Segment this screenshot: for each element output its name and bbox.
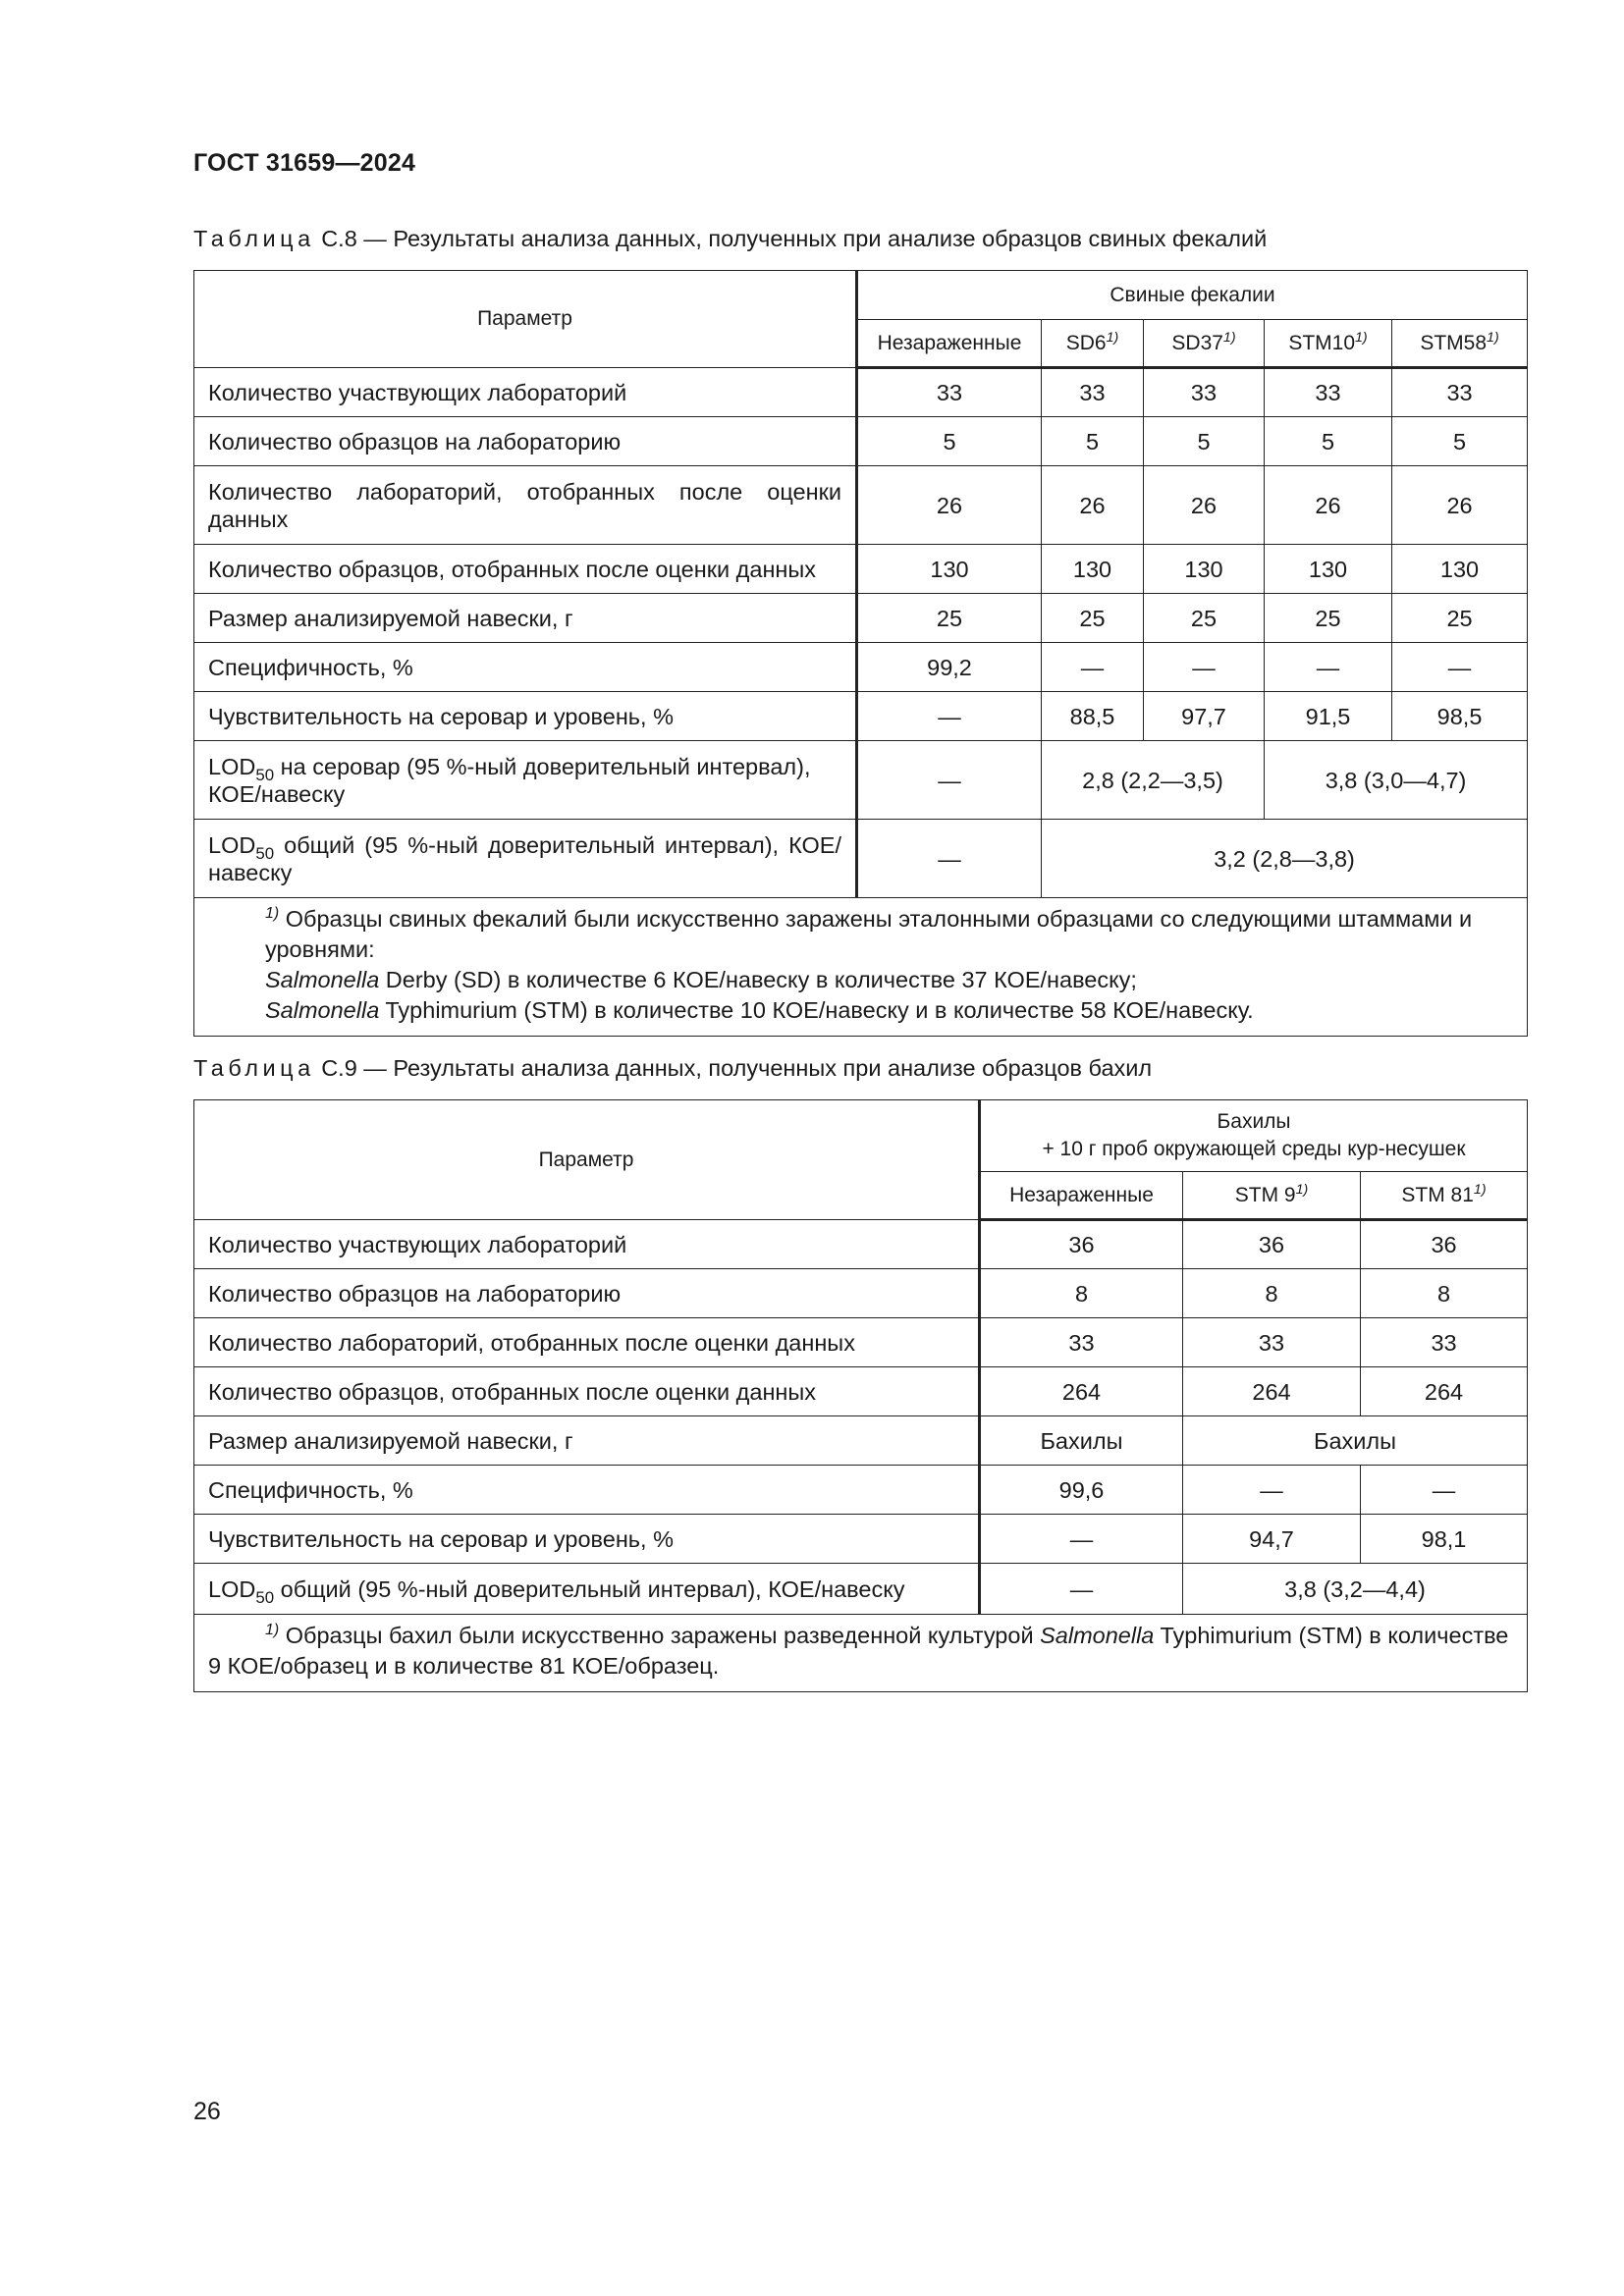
cell: 36 [1361,1220,1528,1269]
column-header: STM 81$^{1)}$ [1361,1172,1528,1220]
column-header: SD6$^{1)}$ [1042,320,1144,368]
row-param: Размер анализируемой навески, г [194,594,857,643]
table-row [194,692,1528,741]
row-param: Специфичность, % [194,643,857,692]
cell: 36 [1183,1220,1361,1269]
cell: 26 [1042,466,1144,545]
cell: — [980,1564,1183,1615]
cell-merged: Бахилы [1183,1416,1528,1466]
cell: 91,5 [1265,692,1392,741]
cell: 26 [1392,466,1528,545]
cell: 5 [857,417,1042,466]
cell: 97,7 [1144,692,1265,741]
column-header: STM10$^{1)}$ [1265,320,1392,368]
footnote-line: Salmonella Typhimurium (STM) в количестве 10 КОЕ/навеску и в количестве 58 КОЕ/навеску. [265,997,1254,1023]
cell: — [857,692,1042,741]
cell: 130 [1265,545,1392,594]
footnote-line: $^{1)}$ Образцы бахил были искусственно заражены разведенной культурой Salmonella Typhimurium (STM) в количестве 9 КОЕ/образец и в количестве 81 КОЕ/образец. [208,1622,1509,1679]
row-param: Размер анализируемой навески, г [194,1416,980,1466]
cell: — [857,820,1042,898]
cell: 88,5 [1042,692,1144,741]
table-row [194,820,1528,898]
cell: 33 [1042,368,1144,417]
cell: 264 [1183,1367,1361,1416]
cell: 99,6 [980,1466,1183,1515]
row-param-lod-total: $LOD_{50}$ общий (95 %-ный доверительный интервал), КОЕ/навеску [194,1564,980,1615]
cell: 264 [1361,1367,1528,1416]
table-row [194,1220,1528,1269]
table-footnote-row [194,898,1528,1037]
row-param: Количество образцов, отобранных после оценки данных [194,545,857,594]
row-param: Количество участвующих лабораторий [194,368,857,417]
table-row [194,545,1528,594]
row-param: Количество участвующих лабораторий [194,1220,980,1269]
cell: 98,1 [1361,1515,1528,1564]
caption-text: С.8 — Результаты анализа данных, полученных при анализе образцов свиных фекалий [321,226,1268,251]
cell: 94,7 [1183,1515,1361,1564]
cell: 5 [1144,417,1265,466]
cell: 26 [857,466,1042,545]
cell: 25 [1265,594,1392,643]
table-row [194,466,1528,545]
cell: 33 [1183,1318,1361,1367]
cell: 33 [1392,368,1528,417]
cell: 25 [857,594,1042,643]
table-footnote-row [194,1615,1528,1692]
table-row [194,1318,1528,1367]
cell-merged: 2,8 (2,2—3,5) [1042,741,1265,820]
cell: 98,5 [1392,692,1528,741]
cell: 99,2 [857,643,1042,692]
document-id: ГОСТ 31659—2024 [193,149,416,177]
caption-word: Таблица [193,1055,315,1081]
row-param: Специфичность, % [194,1466,980,1515]
row-param: Количество образцов на лабораторию [194,417,857,466]
cell: — [1144,643,1265,692]
cell: 33 [980,1318,1183,1367]
cell: 25 [1392,594,1528,643]
footnote-line: $^{1)}$ Образцы свиных фекалий были искусственно заражены эталонными образцами со следующими штаммами и уровнями: [265,905,1473,962]
cell: 130 [1392,545,1528,594]
cell: 130 [1144,545,1265,594]
group-header-line: Бахилы [1217,1110,1291,1133]
row-param: Количество образцов, отобранных после оценки данных [194,1367,980,1416]
row-param-lod-serovar: $LOD_{50}$ на серовар (95 %-ный доверительный интервал), КОЕ/навеску [194,741,857,820]
row-param: Чувствительность на серовар и уровень, % [194,1515,980,1564]
column-header: Незараженные [980,1172,1183,1220]
caption-text: С.9 — Результаты анализа данных, полученных при анализе образцов бахил [321,1055,1153,1081]
table-row [194,1466,1528,1515]
group-header-line: + 10 г проб окружающей среды кур-несушек [1042,1138,1466,1160]
table-row [194,643,1528,692]
cell: — [1392,643,1528,692]
table-c8 [193,270,1528,1037]
cell-merged: 3,8 (3,0—4,7) [1265,741,1528,820]
table-row [194,741,1528,820]
table-footnote [194,898,1528,1037]
row-param: Количество образцов на лабораторию [194,1269,980,1318]
footnote-line: Salmonella Derby (SD) в количестве 6 КОЕ/навеску в количестве 37 КОЕ/навеску; [265,967,1137,992]
cell: 26 [1144,466,1265,545]
cell: 33 [1361,1318,1528,1367]
table-row [194,1367,1528,1416]
cell: 130 [857,545,1042,594]
cell: 26 [1265,466,1392,545]
cell: — [1265,643,1392,692]
param-header: Параметр [194,1100,980,1220]
cell: — [980,1515,1183,1564]
table-row [194,1416,1528,1466]
cell: 8 [1361,1269,1528,1318]
cell: Бахилы [980,1416,1183,1466]
group-header: Свиные фекалии [857,271,1528,320]
cell: 5 [1042,417,1144,466]
cell: — [1361,1466,1528,1515]
cell: 5 [1392,417,1528,466]
caption-word: Таблица [193,226,315,251]
cell: — [1183,1466,1361,1515]
column-header: STM58$^{1)}$ [1392,320,1528,368]
cell: 8 [1183,1269,1361,1318]
table-row [194,1269,1528,1318]
table-row [194,417,1528,466]
cell: 33 [1144,368,1265,417]
cell: 25 [1042,594,1144,643]
column-header: STM 9$^{1)}$ [1183,1172,1361,1220]
row-param: Чувствительность на серовар и уровень, % [194,692,857,741]
group-header [980,1100,1528,1172]
cell: 33 [857,368,1042,417]
row-param-lod-total: $LOD_{50}$ общий (95 %-ный доверительный интервал), КОЕ/навеску [194,820,857,898]
cell: 36 [980,1220,1183,1269]
cell: — [1042,643,1144,692]
table-row [194,594,1528,643]
cell: 8 [980,1269,1183,1318]
table-c8-caption [193,226,1267,252]
column-header: SD37$^{1)}$ [1144,320,1265,368]
param-header: Параметр [194,271,857,368]
cell: — [857,741,1042,820]
cell: 264 [980,1367,1183,1416]
cell: 33 [1265,368,1392,417]
cell: 5 [1265,417,1392,466]
row-param: Количество лабораторий, отобранных после оценки данных [194,466,857,545]
table-footnote [194,1615,1528,1692]
table-c9-caption [193,1055,1152,1082]
column-header: Незараженные [857,320,1042,368]
page-number: 26 [193,2098,221,2125]
row-param: Количество лабораторий, отобранных после оценки данных [194,1318,980,1367]
table-row [194,368,1528,417]
cell: 25 [1144,594,1265,643]
table-row [194,1564,1528,1615]
table-row [194,1515,1528,1564]
cell-merged: 3,2 (2,8—3,8) [1042,820,1528,898]
table-c9 [193,1099,1528,1692]
cell-merged: 3,8 (3,2—4,4) [1183,1564,1528,1615]
cell: 130 [1042,545,1144,594]
